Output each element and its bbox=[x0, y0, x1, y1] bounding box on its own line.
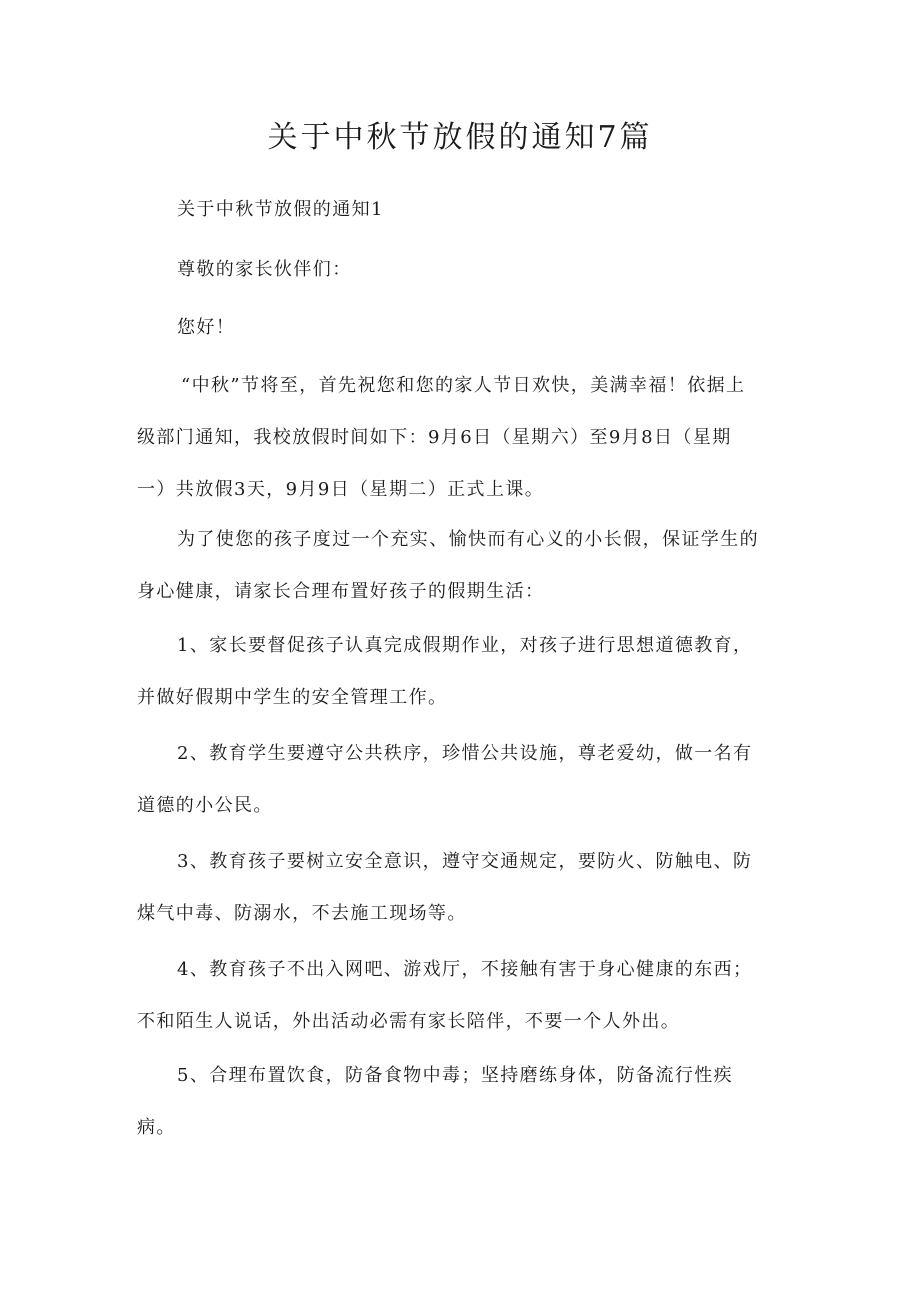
notice-subtitle bbox=[137, 184, 797, 236]
paragraph-line: “中秋”节将至，首先祝您和您的家人节日欢快，美满幸福！依据上 bbox=[181, 375, 746, 396]
list-item-3 bbox=[137, 836, 797, 940]
paragraph-line: 病。 bbox=[137, 1117, 176, 1138]
greeting-text: 您好！ bbox=[177, 317, 236, 338]
paragraph-line: 4、教育孩子不出入网吧、游戏厅，不接触有害于身心健康的东西； bbox=[177, 959, 753, 980]
paragraph-line: 道德的小公民。 bbox=[137, 795, 273, 816]
greeting bbox=[137, 302, 797, 354]
paragraph-line: 煤气中毒、防溺水，不去施工现场等。 bbox=[137, 903, 467, 924]
paragraph-holiday-schedule bbox=[137, 360, 797, 516]
list-item-4 bbox=[137, 944, 797, 1048]
list-item-1 bbox=[137, 620, 797, 724]
paragraph-intro bbox=[137, 514, 797, 618]
salutation bbox=[137, 244, 797, 296]
paragraph-line: 级部门通知，我校放假时间如下：9月6日（星期六）至9月8日（星期 bbox=[137, 427, 732, 448]
paragraph-line: 一）共放假3天，9月9日（星期二）正式上课。 bbox=[137, 479, 545, 500]
paragraph-line: 2、教育学生要遵守公共秩序，珍惜公共设施，尊老爱幼，做一名有 bbox=[177, 743, 753, 764]
notice-subtitle-text: 关于中秋节放假的通知1 bbox=[177, 199, 384, 220]
paragraph-line: 3、教育孩子要树立安全意识，遵守交通规定，要防火、防触电、防 bbox=[177, 851, 753, 872]
paragraph-line: 身心健康，请家长合理布置好孩子的假期生活： bbox=[137, 581, 545, 602]
list-item-2 bbox=[137, 728, 797, 832]
paragraph-line: 1、家长要督促孩子认真完成假期作业，对孩子进行思想道德教育， bbox=[177, 635, 753, 656]
paragraph-line: 不和陌生人说话，外出活动必需有家长陪伴，不要一个人外出。 bbox=[137, 1011, 681, 1032]
list-item-5 bbox=[137, 1050, 797, 1154]
paragraph-line: 5、合理布置饮食，防备食物中毒；坚持磨练身体，防备流行性疾 bbox=[177, 1065, 734, 1086]
document-title: 关于中秋节放假的通知7篇 bbox=[267, 120, 653, 155]
paragraph-line: 并做好假期中学生的安全管理工作。 bbox=[137, 687, 448, 708]
salutation-text: 尊敬的家长伙伴们： bbox=[177, 259, 352, 280]
paragraph-line: 为了使您的孩子度过一个充实、愉快而有心义的小长假，保证学生的 bbox=[177, 529, 759, 550]
